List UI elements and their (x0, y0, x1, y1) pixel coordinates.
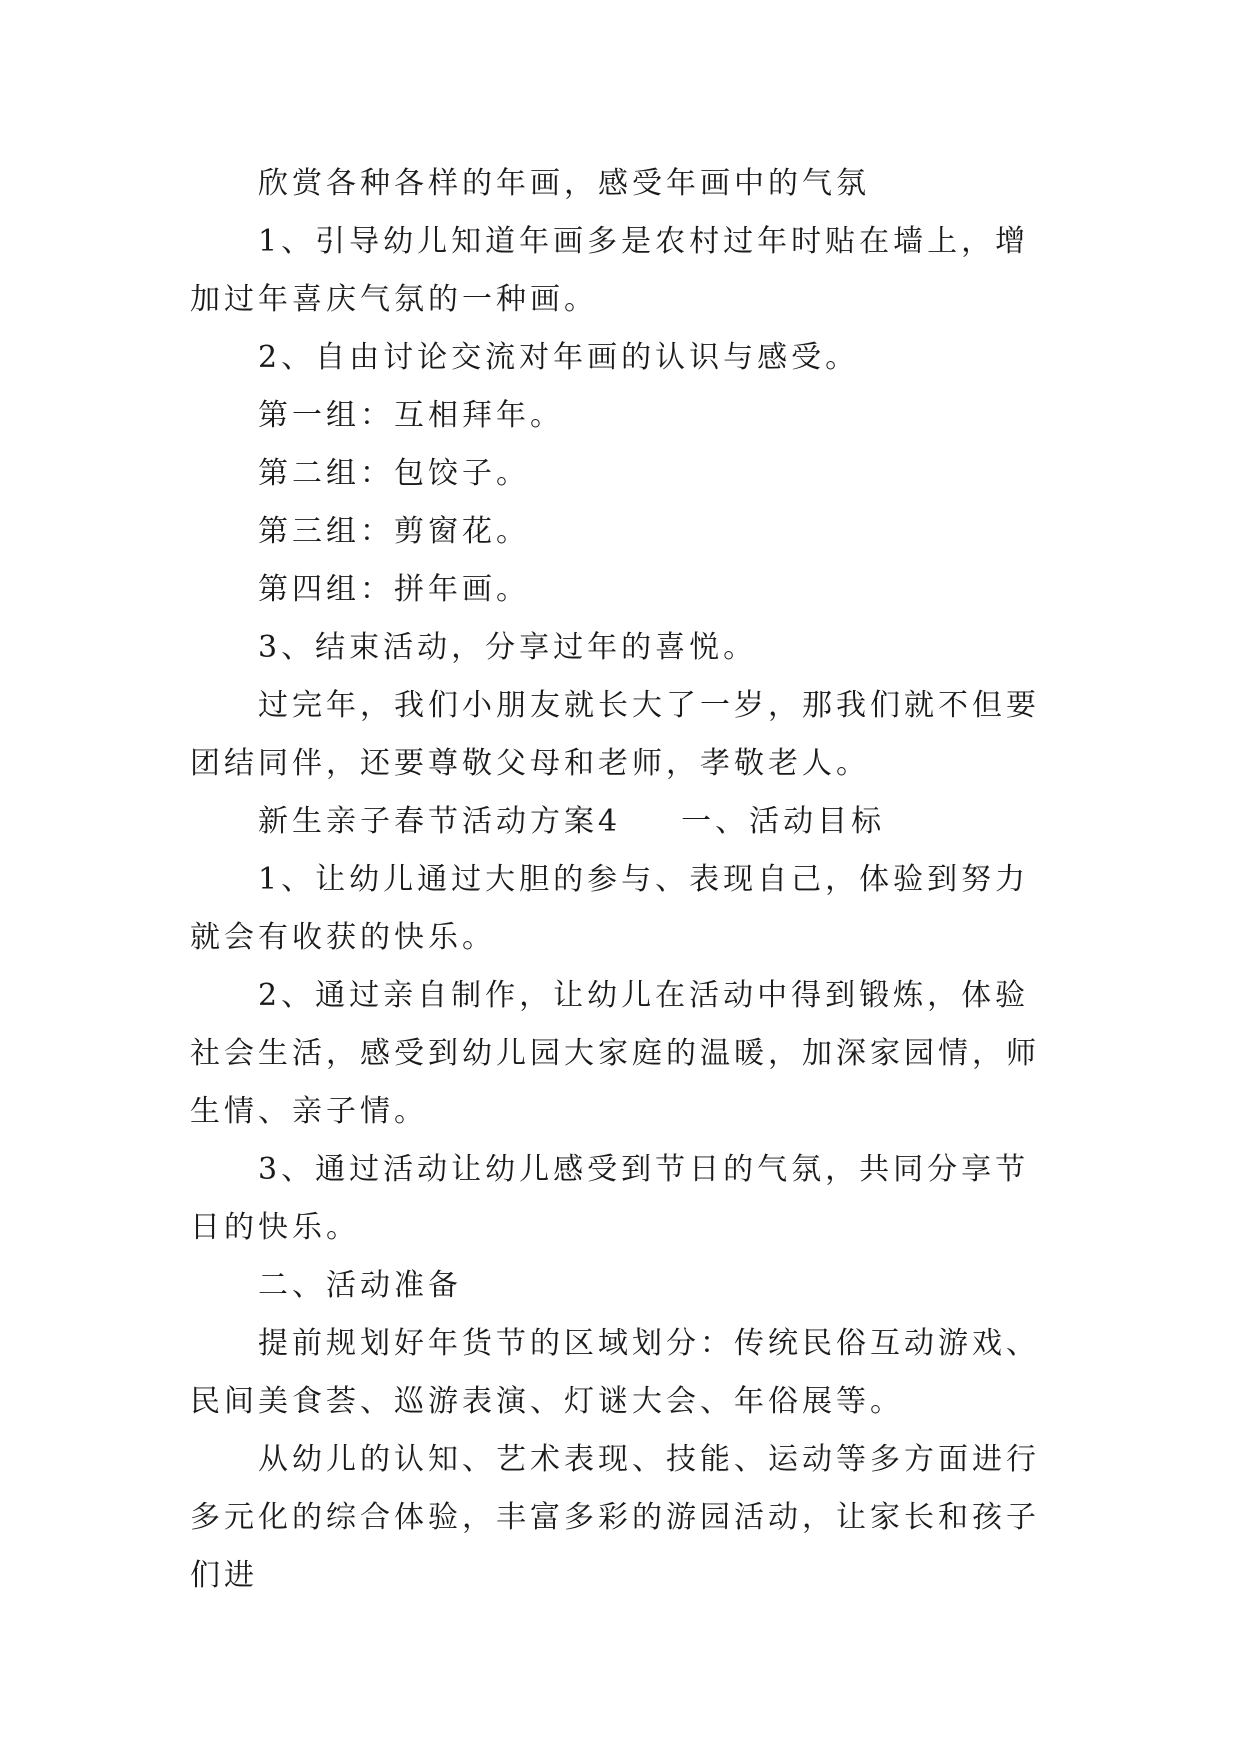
paragraph: 2、通过亲自制作，让幼儿在活动中得到锻炼，体验社会生活，感受到幼儿园大家庭的温暖，加深家园情，师生情、亲子情。 (190, 978, 1040, 1129)
plan-title: 新生亲子春节活动方案4 (258, 804, 622, 839)
group-item: 第四组：拼年画。 (258, 572, 530, 607)
group-item: 第一组：互相拜年。 (258, 398, 564, 433)
section-heading: 二、活动准备 (258, 1268, 462, 1303)
paragraph: 1、让幼儿通过大胆的参与、表现自己，体验到努力就会有收获的快乐。 (190, 862, 1030, 955)
paragraph: 从幼儿的认知、艺术表现、技能、运动等多方面进行多元化的综合体验，丰富多彩的游园活动，让家长和孩子们进 (190, 1442, 1040, 1593)
document-body (190, 155, 1050, 1605)
paragraph: 1、引导幼儿知道年画多是农村过年时贴在墙上，增加过年喜庆气氛的一种画。 (190, 224, 1030, 317)
paragraph: 2、自由讨论交流对年画的认识与感受。 (258, 340, 860, 375)
group-item: 第二组：包饺子。 (258, 456, 530, 491)
paragraph: 欣赏各种各样的年画，感受年画中的气氛 (258, 166, 870, 201)
paragraph: 3、结束活动，分享过年的喜悦。 (258, 630, 758, 665)
section-heading: 一、活动目标 (681, 804, 886, 839)
paragraph: 3、通过活动让幼儿感受到节日的气氛，共同分享节日的快乐。 (190, 1152, 1030, 1245)
heading-line (190, 793, 1050, 851)
paragraph: 提前规划好年货节的区域划分：传统民俗互动游戏、民间美食荟、巡游表演、灯谜大会、年俗展等。 (190, 1326, 1040, 1419)
group-item: 第三组：剪窗花。 (258, 514, 530, 549)
paragraph: 过完年，我们小朋友就长大了一岁，那我们就不但要团结同伴，还要尊敬父母和老师，孝敬老人。 (190, 688, 1040, 781)
